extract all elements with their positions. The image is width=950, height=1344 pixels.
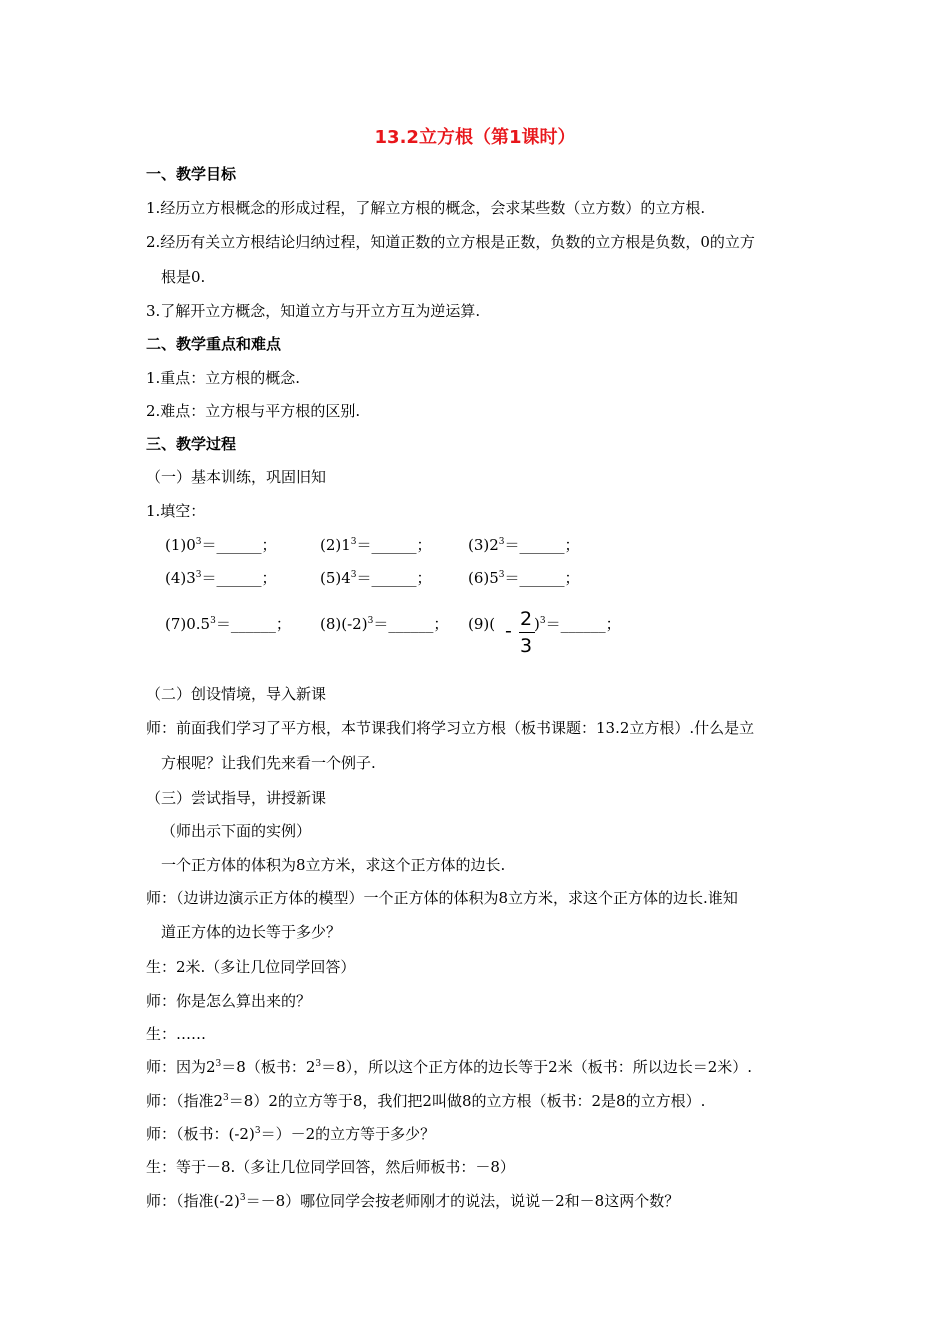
teacher-line-6: 师：（板书：$(-2)^3=)-2$的立方等于多少？: [146, 1125, 436, 1143]
section-heading-process: 三、教学过程: [146, 435, 237, 453]
demo-note: （师出示下面的实例）: [161, 822, 312, 840]
keypoint-2: 2.难点：立方根与平方根的区别.: [146, 402, 361, 420]
goal-item-2: 2.经历有关立方根结论归纳过程，知道正数的立方根是正数，负数的立方根是负数，0的立方: [146, 233, 755, 251]
teacher-line-2-cont: 道正方体的边长等于多少？: [161, 923, 342, 941]
page-title: 13.2立方根（第1课时）: [374, 127, 576, 148]
subsection-1: （一）基本训练，巩固旧知: [146, 468, 327, 486]
teacher-line-7: 师：（指准$(-2)^3=-8$）哪位同学会按老师刚才的说法，说说－2和－8这两个数？: [146, 1192, 680, 1210]
exercise-7: $(7)0.5^3=\_\_\_\_\_\_$；: [165, 615, 291, 633]
goal-item-1: 1.经历立方根概念的形成过程，了解立方根的概念，会求某些数（立方数）的立方根.: [146, 199, 706, 217]
goal-item-3: 3.了解开立方概念，知道立方与开立方互为逆运算.: [146, 302, 481, 320]
subsection-3: （三）尝试指导，讲授新课: [146, 789, 327, 807]
exercise-9-close: )$^3$＝______；: [534, 615, 621, 633]
exercise-9-open: (9)(: [468, 615, 496, 633]
exercise-2: $(2)1^3=\_\_\_\_\_\_$；: [320, 536, 432, 554]
exercise-3: $(3)2^3=\_\_\_\_\_\_$；: [468, 536, 580, 554]
fill-in-prompt: 1.填空：: [146, 502, 206, 520]
student-line-1: 生：2米.（多让几位同学回答）: [146, 958, 356, 976]
teacher-line-4: 师：因为$2^3=8$（板书：$2^3=8$），所以这个正方体的边长等于2米（板书：所以边长＝2米）.: [146, 1058, 753, 1076]
exercise-8: $(8)(-2)^3=\_\_\_\_\_\_$；: [320, 615, 449, 633]
fraction-denominator: 3: [520, 635, 533, 657]
section-heading-keypoints: 二、教学重点和难点: [146, 335, 282, 353]
exercise-1: $(1)0^3=\_\_\_\_\_\_$；: [165, 536, 277, 554]
teacher-line-1-cont: 方根呢？让我们先来看一个例子.: [161, 754, 376, 772]
example-problem: 一个正方体的体积为8立方米，求这个正方体的边长.: [161, 856, 506, 874]
subsection-2: （二）创设情境，导入新课: [146, 685, 327, 703]
section-heading-goals: 一、教学目标: [146, 165, 237, 183]
exercise-5: $(5)4^3=\_\_\_\_\_\_$；: [320, 569, 432, 587]
student-line-3: 生：等于－8.（多让几位同学回答，然后师板书：－8）: [146, 1158, 515, 1176]
fraction-minus-sign: -: [505, 620, 512, 642]
keypoint-1: 1.重点：立方根的概念.: [146, 369, 301, 387]
teacher-line-2: 师：（边讲边演示正方体的模型）一个正方体的体积为8立方米，求这个正方体的边长.谁知: [146, 889, 738, 907]
goal-item-2-cont: 根是0.: [161, 268, 206, 286]
teacher-line-5: 师：（指准$2^3=8)2$的立方等于8，我们把2叫做8的立方根（板书：2是8的立方根）.: [146, 1092, 706, 1110]
student-line-2: 生：……: [146, 1025, 207, 1043]
teacher-line-1: 师：前面我们学习了平方根，本节课我们将学习立方根（板书课题：13.2立方根）.什么是立: [146, 719, 755, 737]
fraction-numerator: 2: [520, 608, 533, 630]
teacher-line-3: 师：你是怎么算出来的？: [146, 992, 312, 1010]
fraction-bar: [519, 632, 535, 633]
exercise-4: $(4)3^3=\_\_\_\_\_\_$；: [165, 569, 277, 587]
exercise-6: $(6)5^3=\_\_\_\_\_\_$；: [468, 569, 580, 587]
